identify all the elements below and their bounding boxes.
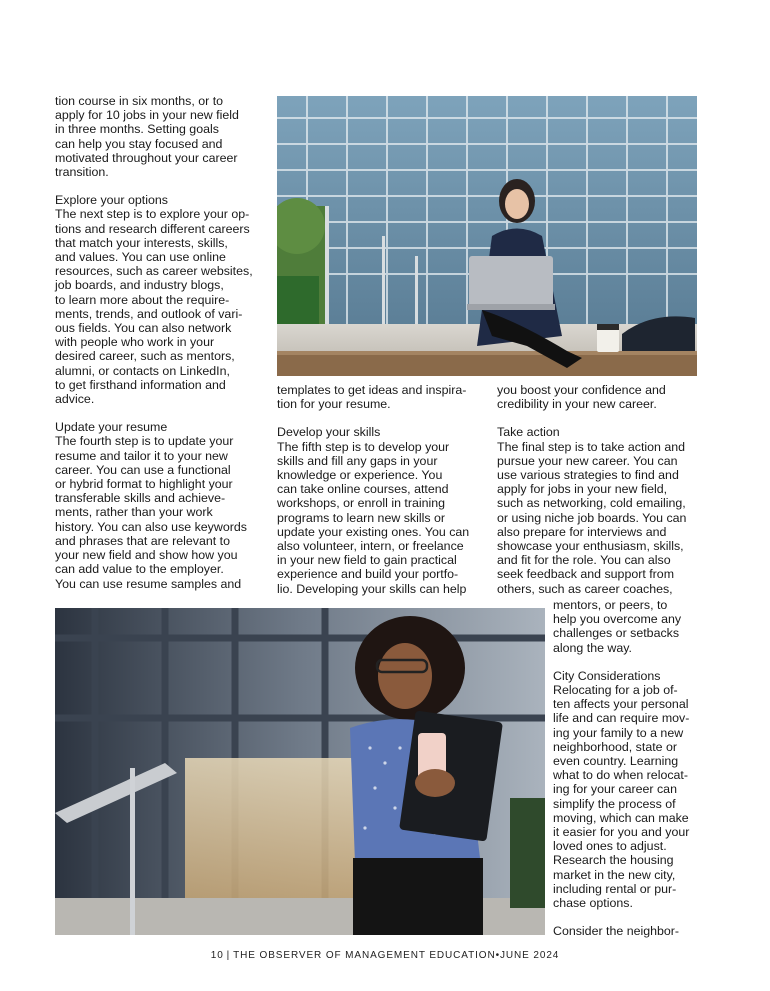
heading-explore-options: Explore your options — [55, 193, 168, 208]
paragraph-update-resume: The fourth step is to update your resume and tailor it to your new career. You can use a functional or hybrid format to highlight your transferable skills and achieve- ments, rather than your work history. You can also use keywords and phrases that are relevant to your new field and show how you can add value to the employer. You can use resume samples and — [55, 434, 247, 591]
heading-city-considerations: City Considerations — [553, 668, 661, 683]
paragraph-take-action: The final step is to take action and pursue your new career. You can use various strategies to find and apply for jobs in your new field, such as networking, cold emailing, or using niche job boards. You can also prepare for interviews and showcase your enthusiasm, skills, and fit for the role. You can also seek feedback and support from others, such as career coaches, — [497, 439, 687, 596]
publication-name: THE OBSERVER OF MANAGEMENT EDUCATION — [233, 950, 496, 961]
paragraph-explore-options: The next step is to explore your op- tions and research different careers that match your interests, skills, and values. You can use online resources, such as career websites, job boards, and industry blogs, to learn more about the require- ments, trends, and outlook of vari- ous fields. You can also network with people who work in your desired career, such as mentors, alumni, or contacts on LinkedIn, to get firsthand information and advice. — [55, 207, 253, 407]
paragraph-confidence: you boost your confidence and credibility in your new career. — [497, 383, 666, 412]
page-footer: 10 | THE OBSERVER OF MANAGEMENT EDUCATION•JUNE 2024 — [210, 950, 560, 961]
photo-woman-with-laptop — [277, 96, 697, 376]
paragraph-develop-skills: The fifth step is to develop your skills and fill any gaps in your knowledge or experience. You can take online courses, attend workshops, or enroll in training programs to learn new skills or update your existing ones. You can also volunteer, intern, or freelance in your new field to gain practical experience and build your portfo- lio. Developing your skills can help — [277, 439, 470, 596]
text-column-1 — [55, 94, 260, 591]
heading-update-resume: Update your resume — [55, 420, 168, 435]
paragraph-mentors: mentors, or peers, to help you overcome any challenges or setbacks along the way. — [553, 598, 682, 655]
paragraph-relocating: Relocating for a job of- ten affects your personal life and can require mov- ing your family to a new neighborhood, state or even country. Learning what to do when relocat- ing for your career can simplify the process of moving, which can make it easier for you and your loved ones to adjust. Research the housing market in the new city, including rental or pur- chase options. — [553, 683, 690, 911]
paragraph-goals: tion course in six months, or to apply for 10 jobs in your new field in three months. Setting goals can help you stay focused and motivated throughout your career transition. — [55, 94, 239, 180]
page-number: 10 — [210, 950, 224, 961]
paragraph-resume-templates: templates to get ideas and inspira- tion for your resume. — [277, 383, 467, 412]
heading-develop-skills: Develop your skills — [277, 425, 381, 440]
paragraph-neighborhood: Consider the neighbor- — [553, 924, 680, 939]
text-column-3 — [497, 383, 702, 596]
heading-take-action: Take action — [497, 425, 560, 440]
photo-woman-with-phone — [55, 608, 545, 935]
text-column-2 — [277, 383, 482, 596]
issue-date: JUNE 2024 — [500, 950, 560, 961]
text-column-4 — [553, 598, 703, 938]
